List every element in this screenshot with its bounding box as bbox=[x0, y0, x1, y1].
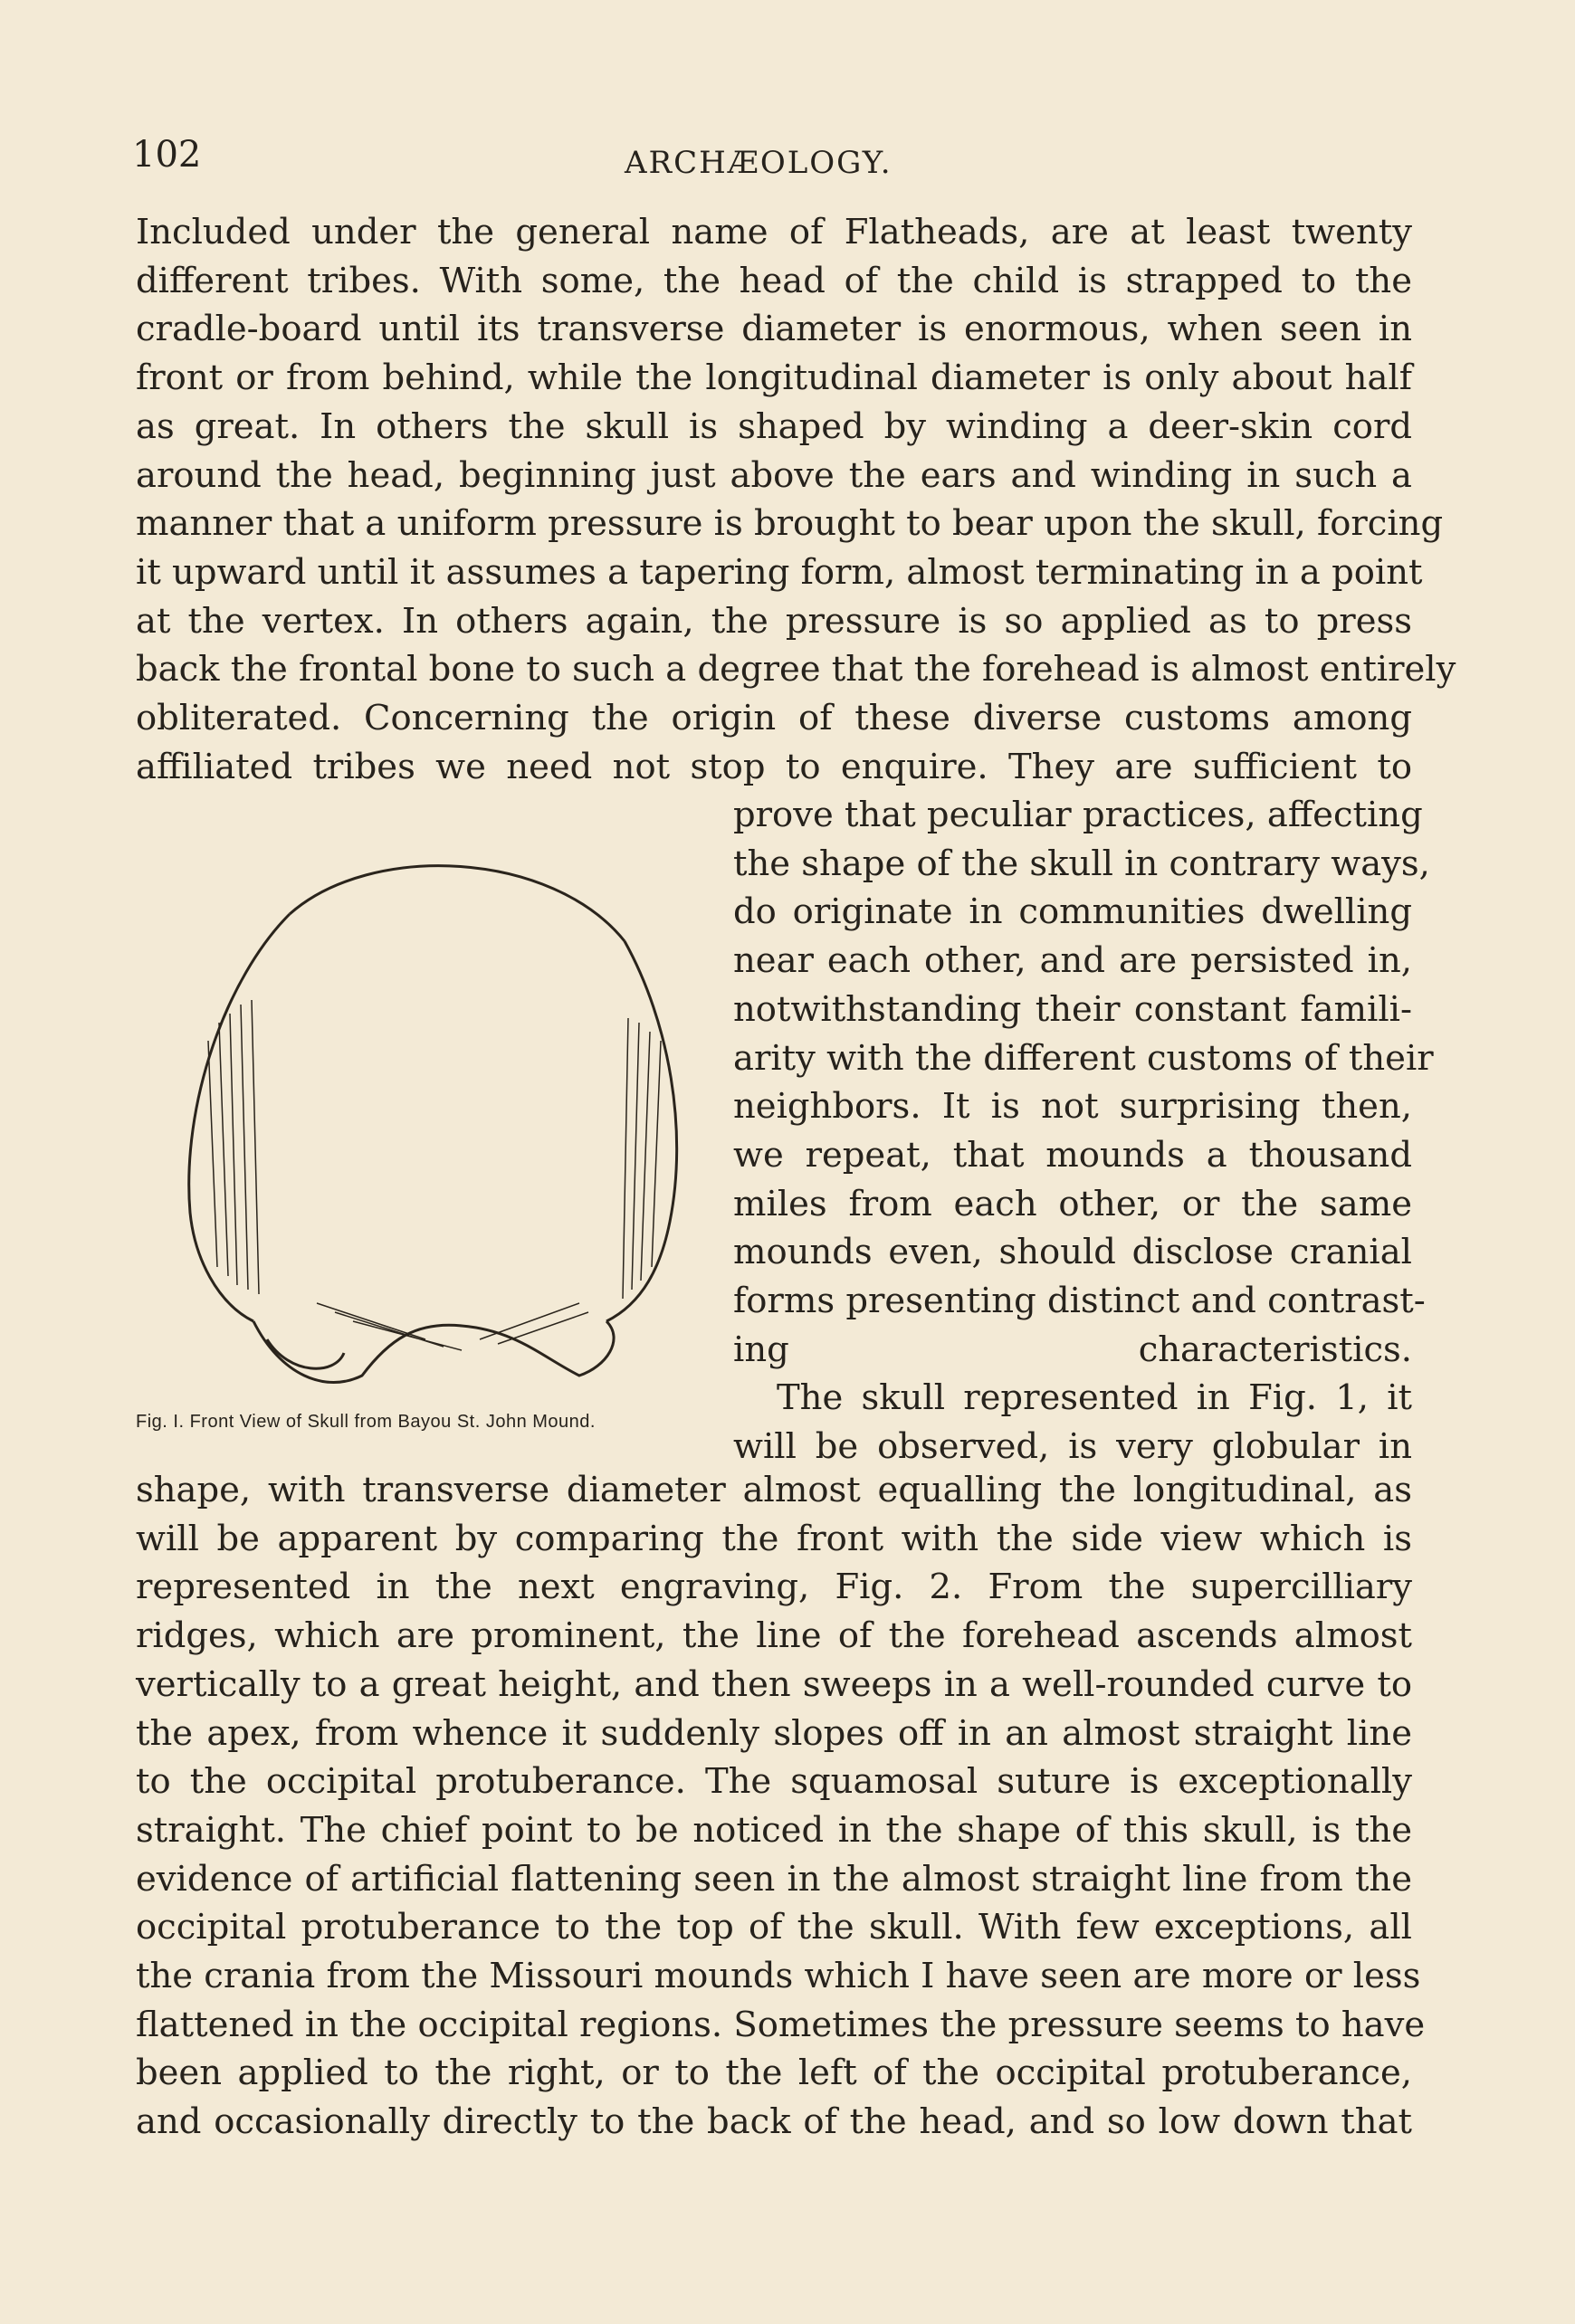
text-line: we repeat, that mounds a thousand bbox=[733, 1134, 1412, 1176]
text-line: Included under the general name of Flatheads, are at least twenty bbox=[136, 212, 1412, 252]
text-line: mounds even, should disclose cranial bbox=[733, 1232, 1412, 1273]
text-line: been applied to the right, or to the left of the occipital protuberance, bbox=[136, 2053, 1412, 2094]
skull-front-view-icon bbox=[154, 833, 715, 1394]
text-line: vertically to a great height, and then sweeps in a well-rounded curve to bbox=[136, 1663, 1412, 1705]
text-line: will be observed, is very globular in bbox=[733, 1426, 1412, 1468]
text-line: cradle-board until its transverse diameter is enormous, when seen in bbox=[136, 309, 1412, 350]
text-line: the crania from the Missouri mounds which I have seen are more or less bbox=[136, 1956, 1421, 1997]
figure-1 bbox=[136, 833, 733, 1432]
paragraph-top bbox=[136, 208, 1456, 791]
text-line: and occasionally directly to the back of the head, and so low down that bbox=[136, 2101, 1412, 2143]
page-number: 102 bbox=[132, 134, 202, 176]
text-line: do originate in communities dwelling bbox=[733, 891, 1412, 933]
text-line: The skull represented in Fig. 1, it bbox=[777, 1377, 1412, 1419]
text-line: near each other, and are persisted in, bbox=[733, 940, 1412, 982]
text-line: arity with the different customs of their bbox=[733, 1037, 1434, 1079]
text-line: ing characteristics. bbox=[733, 1329, 1412, 1370]
text-line: forms presenting distinct and contrast- bbox=[733, 1281, 1426, 1322]
text-line: occipital protuberance to the top of the skull. With few exceptions, all bbox=[136, 1907, 1412, 1948]
text-line: affiliated tribes we need not stop to enquire. They are sufficient to bbox=[136, 746, 1412, 787]
text-line: around the head, beginning just above the ears and winding in such a bbox=[136, 454, 1412, 496]
text-line: front or from behind, while the longitudinal diameter is only about half bbox=[136, 357, 1412, 399]
figure-caption: Fig. I. Front View of Skull from Bayou St. John Mound. bbox=[136, 1412, 596, 1432]
text-line: obliterated. Concerning the origin of these diverse customs among bbox=[136, 698, 1412, 739]
text-line: different tribes. With some, the head of the child is strapped to the bbox=[136, 260, 1412, 301]
text-line: evidence of artificial flattening seen in the almost straight line from the bbox=[136, 1858, 1412, 1900]
text-line: neighbors. It is not surprising then, bbox=[733, 1086, 1412, 1128]
paragraph-bottom bbox=[136, 1466, 1426, 2147]
text-line: to the occipital protuberance. The squamosal suture is exceptionally bbox=[136, 1761, 1412, 1803]
text-line: it upward until it assumes a tapering form, almost terminating in a point bbox=[136, 551, 1423, 593]
text-line: back the frontal bone to such a degree that the forehead is almost entirely bbox=[136, 649, 1456, 691]
text-line: flattened in the occipital regions. Sometimes the pressure seems to have bbox=[136, 2004, 1426, 2045]
running-title: ARCHÆOLOGY. bbox=[625, 145, 892, 181]
text-line: shape, with transverse diameter almost equalling the longitudinal, as bbox=[136, 1470, 1412, 1510]
text-line: will be apparent by comparing the front with the side view which is bbox=[136, 1518, 1412, 1559]
text-line: prove that peculiar practices, affecting bbox=[733, 795, 1423, 835]
paragraph-wrap bbox=[733, 791, 1434, 1472]
text-line: represented in the next engraving, Fig. 2. From the supercilliary bbox=[136, 1567, 1412, 1608]
text-line: notwithstanding their constant famili- bbox=[733, 988, 1412, 1030]
text-line: manner that a uniform pressure is brought to bear upon the skull, forcing bbox=[136, 503, 1444, 545]
text-line: straight. The chief point to be noticed in the shape of this skull, is the bbox=[136, 1809, 1412, 1851]
text-line: as great. In others the skull is shaped by winding a deer-skin cord bbox=[136, 405, 1412, 447]
text-line: at the vertex. In others again, the pressure is so applied as to press bbox=[136, 600, 1412, 642]
text-line: the apex, from whence it suddenly slopes off in an almost straight line bbox=[136, 1712, 1412, 1754]
text-line: ridges, which are prominent, the line of the forehead ascends almost bbox=[136, 1615, 1412, 1657]
text-line: miles from each other, or the same bbox=[733, 1183, 1412, 1224]
text-line: the shape of the skull in contrary ways, bbox=[733, 843, 1430, 884]
